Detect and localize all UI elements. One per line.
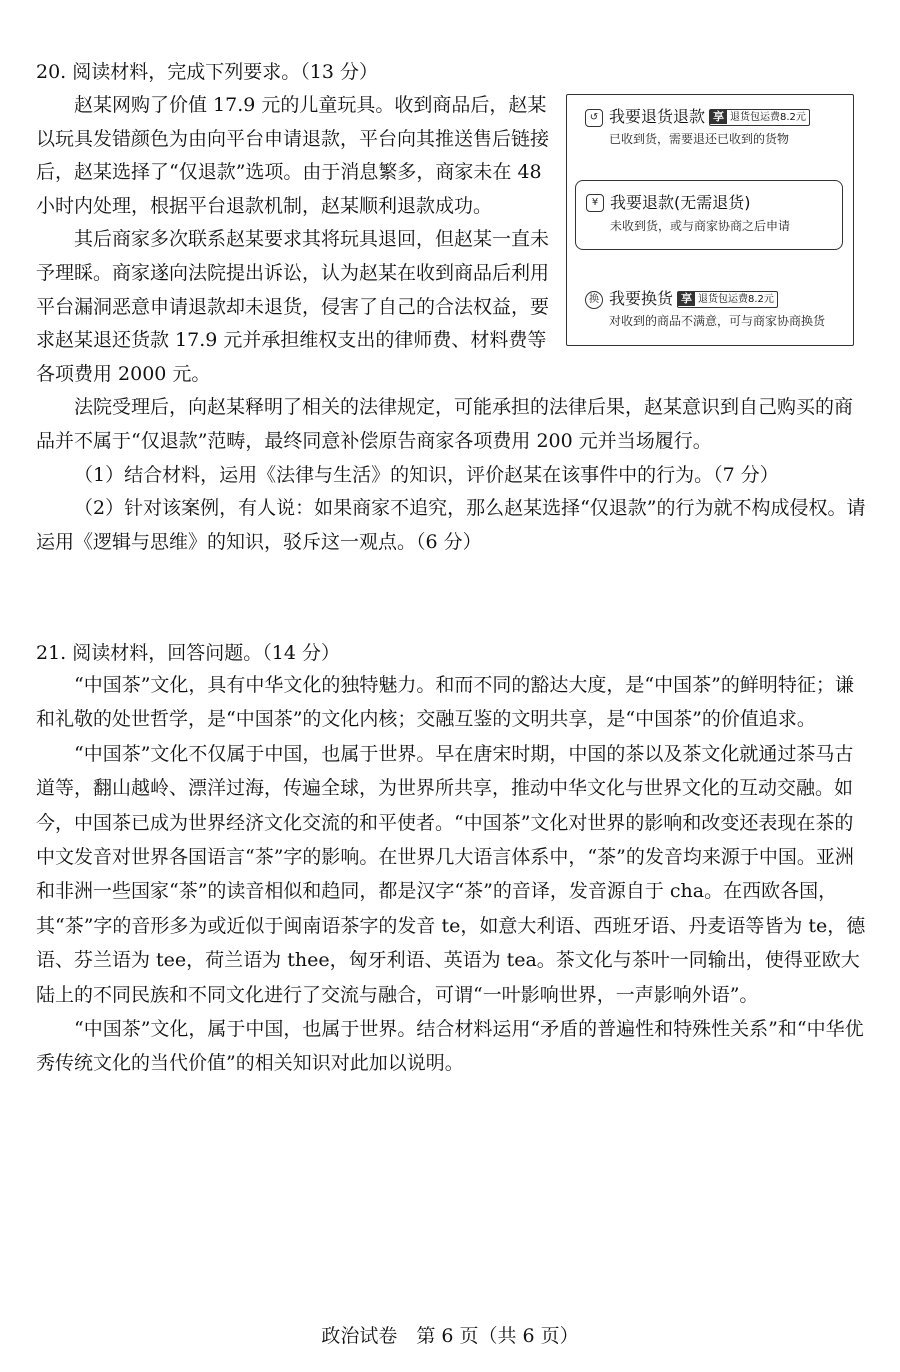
q20-paragraph: 其后商家多次联系赵某要求其将玩具退回，但赵某一直未予理睬。商家遂向法院提出诉讼，认为赵某在收到商品后利用平台漏洞恶意申请退款却未退货，侵害了自己的合法权益，要求赵某退还货款 17.9 元并承担维权支出的律师费、材料费等各项费用 2000 元。 — [36, 228, 550, 385]
q21-paragraph: “中国茶”文化，具有中华文化的独特魅力。和而不同的豁达大度，是“中国茶”的鲜明特征；谦和礼敬的处世哲学，是“中国茶”的文化内核；交融互鉴的文明共享，是“中国茶”的价值追求。 — [36, 674, 854, 731]
page-footer: 政治试卷 第 6 页（共 6 页） — [321, 1325, 579, 1347]
option-refund-only[interactable] — [575, 180, 843, 250]
option-title: 我要退款(无需退货) — [610, 193, 751, 212]
option-description: 已收到货，需要退还已收到的货物 — [609, 132, 790, 146]
question-21-material — [36, 668, 866, 1081]
q20-subquestion-2: （2）针对该案例，有人说：如果商家不追究，那么赵某选择“仅退款”的行为就不构成侵权。请运用《逻辑与思维》的知识，驳斥这一观点。（6 分） — [36, 497, 866, 553]
yuan-icon: ¥ — [586, 194, 604, 212]
option-description: 未收到货，或与商家协商之后申请 — [610, 219, 791, 233]
option-exchange[interactable] — [575, 283, 843, 337]
q20-paragraph: 赵某网购了价值 17.9 元的儿童玩具。收到商品后，赵某以玩具发错颜色为由向平台申请退款，平台向其推送售后链接后，赵某选择了“仅退款”选项。由于消息繁多，商家未在 48 小时内处理，根据平台退款机制，赵某顺利退款成功。 — [36, 94, 550, 217]
q20-subquestion-1: （1）结合材料，运用《法律与生活》的知识，评价赵某在该事件中的行为。（7 分） — [74, 463, 779, 486]
q21-paragraph: “中国茶”文化不仅属于中国，也属于世界。早在唐宋时期，中国的茶以及茶文化就通过茶马古道等，翻山越岭、漂洋过海，传遍全球，为世界所共享，推动中华文化与世界文化的互动交融。如今，中国茶已成为世界经济文化交流的和平使者。“中国茶”文化对世界的影响和改变还表现在茶的中文发音对世界各国语言“茶”字的影响。在世界几大语言体系中，“茶”的发音均来源于中国。亚洲和非洲一些国家“茶”的读音相似和趋同，都是汉字“茶”的音译，发音源自于 cha。在西欧各国，其“茶”字的音形多为或近似于闽南语茶字的发音 te，如意大利语、西班牙语、丹麦语等皆为 te，德语、芬兰语为 tee，荷兰语为 thee，匈牙利语、英语为 tea。茶文化与茶叶一同输出，使得亚欧大陆上的不同民族和不同文化进行了交流与融合，可谓“一叶影响世界，一声影响外语”。 — [36, 742, 866, 1006]
exchange-icon: 换 — [585, 291, 603, 309]
shipping-badge: 享 退货包运费8.2元 — [709, 109, 810, 126]
option-title: 我要退货退款 — [609, 107, 706, 126]
return-icon: ↺ — [585, 109, 603, 127]
q21-question: “中国茶”文化，属于中国，也属于世界。结合材料运用“矛盾的普遍性和特殊性关系”和“中华优秀传统文化的当代价值”的相关知识对此加以说明。 — [36, 1018, 864, 1075]
option-description: 对收到的商品不满意，可与商家协商换货 — [609, 314, 826, 328]
shipping-badge: 享 退货包运费8.2元 — [677, 291, 778, 308]
question-21-title: 21. 阅读材料，回答问题。（14 分） — [36, 642, 340, 664]
option-title: 我要换货 — [609, 289, 674, 308]
refund-options-panel — [566, 94, 854, 346]
question-20-title: 20. 阅读材料，完成下列要求。（13 分） — [36, 61, 378, 83]
option-return-refund[interactable] — [575, 101, 843, 155]
q20-paragraph: 法院受理后，向赵某释明了相关的法律规定，可能承担的法律后果，赵某意识到自己购买的商品并不属于“仅退款”范畴，最终同意补偿原告商家各项费用 200 元并当场履行。 — [36, 396, 854, 452]
